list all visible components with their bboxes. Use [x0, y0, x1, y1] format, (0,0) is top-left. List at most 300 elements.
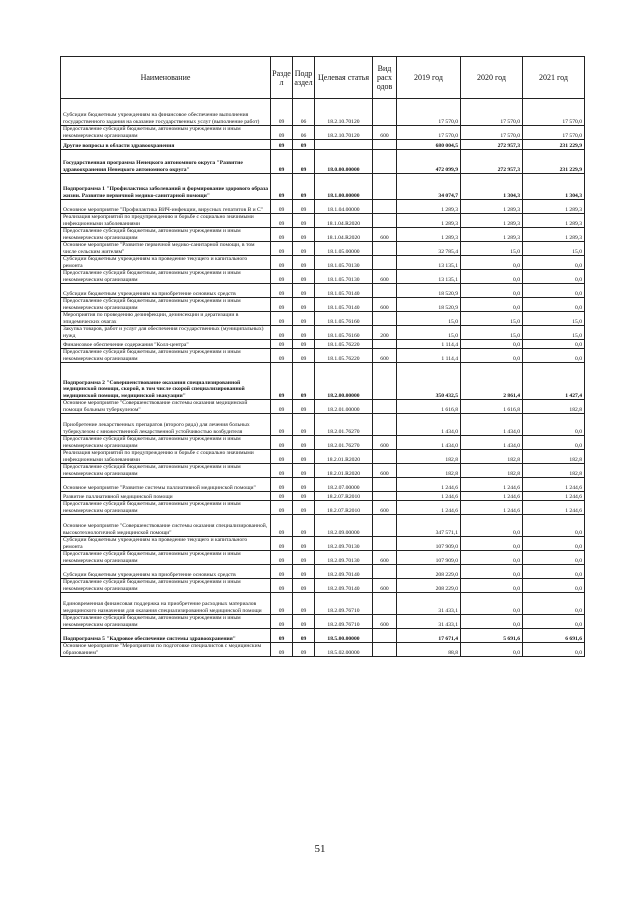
row-name: Мероприятия по проведению дезинфекции, дезинсекции и дератизации в эпидемических очагах: [61, 312, 271, 326]
row-target: 18.1.04.R2020: [315, 228, 373, 242]
row-name: Реализация мероприятий по предупреждению и борьбе с социально значимыми инфекционными заболеваниями: [61, 214, 271, 228]
row-name: Финансовое обеспечение содержания "Колл-центра": [61, 340, 271, 349]
row-2019: 472 099,9: [397, 150, 461, 174]
table-row: [61, 126, 585, 140]
row-2020: 0,0: [461, 349, 523, 363]
row-2019: 1 289,3: [397, 214, 461, 228]
row-name: Основное мероприятие "Профилактика ВИЧ-инфекции, вирусных гепатитов В и С": [61, 200, 271, 214]
row-2021: 17 570,0: [523, 126, 585, 140]
row-2021: 6 691,6: [523, 629, 585, 643]
row-vid: [373, 400, 397, 414]
row-2021: 15,0: [523, 312, 585, 326]
row-name: Основное мероприятие "Совершенствование системы оказания специализированной, высокотехнологичной медицинской помощи": [61, 515, 271, 537]
row-target: 18.1.05.76160: [315, 326, 373, 340]
row-target: 18.1.05.70130: [315, 270, 373, 284]
row-2019: 1 114,4: [397, 349, 461, 363]
row-2020: 1 434,0: [461, 414, 523, 436]
row-name: Предоставление субсидий бюджетным, автономным учреждениям и иным некоммерческим организациям: [61, 228, 271, 242]
row-vid: [373, 284, 397, 298]
row-name: Подпрограмма 2 "Совершенствование оказания специализированной медицинской помощи, скорой, в том числе скорой специализированной медицинской помощи, медицинской эвакуации": [61, 363, 271, 400]
budget-table-sheet: [60, 56, 584, 657]
row-2021: 15,0: [523, 242, 585, 256]
table-row: [61, 579, 585, 593]
row-vid: [373, 256, 397, 270]
row-name: Закупка товаров, работ и услуг для обеспечения государственных (муниципальных) нужд: [61, 326, 271, 340]
row-2019: 13 135,1: [397, 256, 461, 270]
row-2020: 0,0: [461, 615, 523, 629]
header-target: Целевая статья: [315, 57, 373, 99]
table-row: [61, 629, 585, 643]
row-podrazdel: 09: [293, 579, 315, 593]
row-razdel: 09: [271, 298, 293, 312]
row-name: Единовременная финансовая поддержка на приобретение расходных материалов медицинского назначения для оказания специализированной медицинской помощи: [61, 593, 271, 615]
row-2021: 231 229,9: [523, 150, 585, 174]
row-podrazdel: 09: [293, 150, 315, 174]
row-2020: 1 244,6: [461, 501, 523, 515]
row-vid: [373, 242, 397, 256]
row-2020: 1 304,3: [461, 174, 523, 200]
row-target: 18.1.05.70140: [315, 284, 373, 298]
row-vid: [373, 214, 397, 228]
row-podrazdel: 09: [293, 174, 315, 200]
row-name: Предоставление субсидий бюджетным, автономным учреждениям и иным некоммерческим организациям: [61, 298, 271, 312]
row-2020: 0,0: [461, 298, 523, 312]
table-row: [61, 593, 585, 615]
row-name: Основное мероприятие "Мероприятия по подготовке специалистов с медицинским образованием": [61, 643, 271, 657]
row-podrazdel: 09: [293, 450, 315, 464]
row-2021: 0,0: [523, 579, 585, 593]
row-razdel: 09: [271, 464, 293, 478]
row-podrazdel: 09: [293, 615, 315, 629]
row-target: 18.2.07.R2010: [315, 492, 373, 501]
row-razdel: 09: [271, 214, 293, 228]
row-name: Предоставление субсидий бюджетным, автономным учреждениям и иным некоммерческим организациям: [61, 126, 271, 140]
row-2020: 5 691,6: [461, 629, 523, 643]
row-razdel: 09: [271, 340, 293, 349]
row-vid: [373, 363, 397, 400]
table-row: [61, 537, 585, 551]
row-razdel: 09: [271, 126, 293, 140]
table-row: [61, 242, 585, 256]
row-target: 18.2.00.00000: [315, 363, 373, 400]
row-2019: 15,0: [397, 312, 461, 326]
row-podrazdel: 09: [293, 242, 315, 256]
row-name: Основное мероприятие "Совершенствование системы оказания медицинской помощи больным туберкулезом": [61, 400, 271, 414]
row-target: 18.2.01.00000: [315, 400, 373, 414]
row-razdel: 09: [271, 200, 293, 214]
header-2021: 2021 год: [523, 57, 585, 99]
row-target: 18.1.04.R2020: [315, 214, 373, 228]
row-podrazdel: 09: [293, 643, 315, 657]
table-row: [61, 615, 585, 629]
row-razdel: 09: [271, 256, 293, 270]
row-2021: 231 229,9: [523, 140, 585, 150]
row-razdel: 09: [271, 615, 293, 629]
row-2021: 1 289,3: [523, 200, 585, 214]
row-2019: 13 135,1: [397, 270, 461, 284]
row-2020: 15,0: [461, 242, 523, 256]
row-vid: 600: [373, 270, 397, 284]
row-razdel: 09: [271, 270, 293, 284]
row-name: Предоставление субсидий бюджетным, автономным учреждениям и иным некоммерческим организациям: [61, 270, 271, 284]
row-razdel: 09: [271, 140, 293, 150]
row-2019: 31 433,1: [397, 593, 461, 615]
table-row: [61, 478, 585, 492]
row-2019: 107 909,0: [397, 537, 461, 551]
row-target: 18.2.01.R2020: [315, 464, 373, 478]
row-vid: [373, 478, 397, 492]
row-2019: 32 785,4: [397, 242, 461, 256]
row-vid: [373, 537, 397, 551]
row-2020: 0,0: [461, 270, 523, 284]
row-2019: 1 244,6: [397, 501, 461, 515]
row-2021: 0,0: [523, 436, 585, 450]
row-2019: 107 909,0: [397, 551, 461, 565]
table-row: [61, 298, 585, 312]
budget-table: [60, 56, 585, 657]
row-target: 18.2.10.70120: [315, 126, 373, 140]
row-vid: [373, 99, 397, 126]
row-razdel: 09: [271, 349, 293, 363]
row-2021: 0,0: [523, 537, 585, 551]
row-name: Предоставление субсидий бюджетным, автономным учреждениям и иным некоммерческим организациям: [61, 551, 271, 565]
row-2020: 272 957,3: [461, 140, 523, 150]
table-row: [61, 200, 585, 214]
row-vid: [373, 565, 397, 579]
row-target: 18.2.09.70140: [315, 579, 373, 593]
row-target: [315, 140, 373, 150]
row-2020: 17 570,0: [461, 99, 523, 126]
row-2019: 1 434,0: [397, 414, 461, 436]
row-target: 18.2.09.70140: [315, 565, 373, 579]
row-vid: [373, 643, 397, 657]
table-row: [61, 400, 585, 414]
row-razdel: 09: [271, 150, 293, 174]
row-2021: 1 304,3: [523, 174, 585, 200]
row-podrazdel: 09: [293, 298, 315, 312]
row-vid: 600: [373, 126, 397, 140]
row-2021: 182,8: [523, 450, 585, 464]
row-razdel: 09: [271, 400, 293, 414]
row-2021: 0,0: [523, 270, 585, 284]
row-podrazdel: 09: [293, 492, 315, 501]
row-podrazdel: 09: [293, 312, 315, 326]
row-target: 18.1.05.70140: [315, 298, 373, 312]
table-row: [61, 450, 585, 464]
row-target: 18.1.04.00000: [315, 200, 373, 214]
table-row: [61, 284, 585, 298]
row-podrazdel: 09: [293, 565, 315, 579]
row-razdel: 09: [271, 565, 293, 579]
row-2019: 208 229,0: [397, 565, 461, 579]
table-row: [61, 414, 585, 436]
row-2020: 0,0: [461, 565, 523, 579]
row-2020: 182,8: [461, 464, 523, 478]
row-2020: 15,0: [461, 326, 523, 340]
row-podrazdel: 09: [293, 464, 315, 478]
row-name: Подпрограмма 1 "Профилактика заболеваний и формирование здорового образа жизни. Развитие первичной медико-санитарной помощи": [61, 174, 271, 200]
row-target: 18.1.00.00000: [315, 174, 373, 200]
row-2019: 1 434,0: [397, 436, 461, 450]
row-razdel: 09: [271, 593, 293, 615]
row-razdel: 09: [271, 501, 293, 515]
row-razdel: 09: [271, 643, 293, 657]
row-razdel: 09: [271, 312, 293, 326]
row-name: Субсидии бюджетным учреждениям на приобретение основных средств: [61, 284, 271, 298]
row-2019: 17 671,4: [397, 629, 461, 643]
table-row: [61, 340, 585, 349]
row-2019: 88,8: [397, 643, 461, 657]
table-header-row: [61, 57, 585, 99]
row-2019: 350 432,5: [397, 363, 461, 400]
table-row: [61, 140, 585, 150]
row-podrazdel: 09: [293, 326, 315, 340]
row-podrazdel: 09: [293, 515, 315, 537]
row-vid: 600: [373, 349, 397, 363]
row-2021: 0,0: [523, 551, 585, 565]
table-row: [61, 150, 585, 174]
row-target: 18.5.02.00000: [315, 643, 373, 657]
table-row: [61, 349, 585, 363]
row-2020: 1 289,3: [461, 228, 523, 242]
row-2020: 1 434,0: [461, 436, 523, 450]
row-vid: [373, 593, 397, 615]
row-podrazdel: 09: [293, 256, 315, 270]
row-name: Субсидии бюджетным учреждениям на проведение текущего и капитального ремонта: [61, 256, 271, 270]
row-target: 18.2.01.76270: [315, 414, 373, 436]
row-2021: 17 570,0: [523, 99, 585, 126]
row-name: Предоставление субсидий бюджетным, автономным учреждениям и иным некоммерческим организациям: [61, 436, 271, 450]
row-name: Развитие паллиативной медицинской помощи: [61, 492, 271, 501]
table-row: [61, 565, 585, 579]
row-2021: 0,0: [523, 298, 585, 312]
row-2021: 15,0: [523, 326, 585, 340]
row-2020: 0,0: [461, 537, 523, 551]
row-vid: 600: [373, 615, 397, 629]
row-name: Основное мероприятие "Развитие первичной медико-санитарной помощи, в том числе сельским жителям": [61, 242, 271, 256]
row-name: Предоставление субсидий бюджетным, автономным учреждениям и иным некоммерческим организациям: [61, 349, 271, 363]
header-razdel: Разде л: [271, 57, 293, 99]
table-row: [61, 436, 585, 450]
row-podrazdel: 09: [293, 363, 315, 400]
table-row: [61, 214, 585, 228]
row-2020: 0,0: [461, 643, 523, 657]
row-podrazdel: 09: [293, 501, 315, 515]
row-target: 18.2.10.70120: [315, 99, 373, 126]
row-2020: 1 244,6: [461, 492, 523, 501]
table-row: [61, 326, 585, 340]
row-razdel: 09: [271, 492, 293, 501]
row-podrazdel: 09: [293, 400, 315, 414]
row-target: 18.2.09.00000: [315, 515, 373, 537]
row-2020: 17 570,0: [461, 126, 523, 140]
row-razdel: 09: [271, 515, 293, 537]
row-2019: 1 289,3: [397, 228, 461, 242]
row-razdel: 09: [271, 284, 293, 298]
row-target: 18.0.00.00000: [315, 150, 373, 174]
row-razdel: 09: [271, 363, 293, 400]
row-2021: 0,0: [523, 256, 585, 270]
row-vid: 200: [373, 326, 397, 340]
table-row: [61, 501, 585, 515]
header-podrazdel: Подр аздел: [293, 57, 315, 99]
row-name: Субсидии бюджетным учреждениям на проведение текущего и капитального ремонта: [61, 537, 271, 551]
row-name: Основное мероприятие "Развитие системы паллиативной медицинской помощи": [61, 478, 271, 492]
row-razdel: 09: [271, 537, 293, 551]
row-razdel: 09: [271, 450, 293, 464]
row-target: 18.1.05.00000: [315, 242, 373, 256]
header-2019: 2019 год: [397, 57, 461, 99]
row-2020: 0,0: [461, 515, 523, 537]
row-2019: 1 114,4: [397, 340, 461, 349]
row-podrazdel: 09: [293, 340, 315, 349]
row-target: 18.2.07.R2010: [315, 501, 373, 515]
row-vid: [373, 414, 397, 436]
table-row: [61, 312, 585, 326]
table-body: [61, 99, 585, 657]
row-2021: 1 244,6: [523, 501, 585, 515]
row-razdel: 09: [271, 478, 293, 492]
row-name: Приобретение лекарственных препаратов (второго ряда) для лечения больных туберкулезом с множественной лекарственной устойчивостью возбудителя: [61, 414, 271, 436]
row-2019: 17 570,0: [397, 99, 461, 126]
row-razdel: 09: [271, 242, 293, 256]
row-target: 18.2.09.70130: [315, 551, 373, 565]
row-podrazdel: 09: [293, 537, 315, 551]
table-row: [61, 363, 585, 400]
row-vid: [373, 492, 397, 501]
row-name: Субсидии бюджетным учреждениям на финансовое обеспечение выполнения государственного задания на оказание государственных услуг (выполнение работ): [61, 99, 271, 126]
row-razdel: 09: [271, 326, 293, 340]
row-name: Предоставление субсидий бюджетным, автономным учреждениям и иным некоммерческим организациям: [61, 501, 271, 515]
row-2019: 31 433,1: [397, 615, 461, 629]
row-target: 18.5.00.00000: [315, 629, 373, 643]
row-2020: 0,0: [461, 593, 523, 615]
row-2019: 34 074,7: [397, 174, 461, 200]
row-2020: 2 861,4: [461, 363, 523, 400]
row-podrazdel: 09: [293, 214, 315, 228]
page-number: 51: [314, 843, 326, 855]
row-vid: 600: [373, 228, 397, 242]
row-name: Другие вопросы в области здравоохранения: [61, 140, 271, 150]
row-podrazdel: 09: [293, 200, 315, 214]
row-2021: 0,0: [523, 565, 585, 579]
row-vid: [373, 312, 397, 326]
row-podrazdel: 06: [293, 126, 315, 140]
row-vid: [373, 629, 397, 643]
row-name: Государственная программа Ненецкого автономного округа "Развитие здравоохранения Ненецкого автономного округа": [61, 150, 271, 174]
row-podrazdel: 09: [293, 228, 315, 242]
row-target: 18.2.07.00000: [315, 478, 373, 492]
row-vid: [373, 150, 397, 174]
row-2020: 0,0: [461, 579, 523, 593]
table-row: [61, 99, 585, 126]
row-2019: 208 229,0: [397, 579, 461, 593]
row-name: Реализация мероприятий по предупреждению и борьбе с социально значимыми инфекционными заболеваниями: [61, 450, 271, 464]
row-2020: 1 244,6: [461, 478, 523, 492]
row-podrazdel: 09: [293, 414, 315, 436]
row-2021: 182,8: [523, 464, 585, 478]
row-name: Предоставление субсидий бюджетным, автономным учреждениям и иным некоммерческим организациям: [61, 615, 271, 629]
row-vid: [373, 515, 397, 537]
table-row: [61, 515, 585, 537]
row-2021: 0,0: [523, 593, 585, 615]
row-name: Субсидии бюджетным учреждениям на приобретение основных средств: [61, 565, 271, 579]
header-vid: Вид расх одов: [373, 57, 397, 99]
row-vid: [373, 140, 397, 150]
row-2019: 18 520,9: [397, 284, 461, 298]
table-row: [61, 174, 585, 200]
row-razdel: 09: [271, 579, 293, 593]
row-vid: 600: [373, 501, 397, 515]
row-2019: 18 520,9: [397, 298, 461, 312]
row-2021: 0,0: [523, 340, 585, 349]
row-podrazdel: 09: [293, 478, 315, 492]
row-razdel: 09: [271, 414, 293, 436]
row-2021: 0,0: [523, 615, 585, 629]
row-razdel: 09: [271, 629, 293, 643]
table-row: [61, 228, 585, 242]
row-target: 18.2.01.76270: [315, 436, 373, 450]
row-2021: 0,0: [523, 643, 585, 657]
row-2020: 182,8: [461, 450, 523, 464]
row-2020: 0,0: [461, 340, 523, 349]
table-row: [61, 643, 585, 657]
row-2020: 1 289,3: [461, 214, 523, 228]
row-target: 18.1.05.76220: [315, 349, 373, 363]
table-row: [61, 551, 585, 565]
row-2019: 1 244,6: [397, 478, 461, 492]
row-target: 18.1.05.70130: [315, 256, 373, 270]
row-podrazdel: 09: [293, 284, 315, 298]
row-podrazdel: 09: [293, 629, 315, 643]
row-2021: 0,0: [523, 414, 585, 436]
row-2019: 1 616,8: [397, 400, 461, 414]
row-name: Предоставление субсидий бюджетным, автономным учреждениям и иным некоммерческим организациям: [61, 464, 271, 478]
row-vid: [373, 174, 397, 200]
row-vid: 600: [373, 579, 397, 593]
row-razdel: 09: [271, 228, 293, 242]
row-2019: 182,8: [397, 450, 461, 464]
row-podrazdel: 09: [293, 140, 315, 150]
row-2021: 0,0: [523, 284, 585, 298]
row-podrazdel: 09: [293, 551, 315, 565]
row-target: 18.2.09.76710: [315, 615, 373, 629]
row-vid: [373, 450, 397, 464]
row-2019: 347 571,1: [397, 515, 461, 537]
row-2019: 17 570,0: [397, 126, 461, 140]
row-2021: 1 244,6: [523, 492, 585, 501]
row-2021: 1 289,3: [523, 214, 585, 228]
row-vid: [373, 340, 397, 349]
row-podrazdel: 09: [293, 593, 315, 615]
row-2020: 1 616,8: [461, 400, 523, 414]
row-razdel: 09: [271, 99, 293, 126]
row-2021: 0,0: [523, 515, 585, 537]
row-2020: 272 957,3: [461, 150, 523, 174]
header-name: Наименование: [61, 57, 271, 99]
row-2021: 1 427,4: [523, 363, 585, 400]
row-2019: 1 244,6: [397, 492, 461, 501]
row-razdel: 09: [271, 436, 293, 450]
table-row: [61, 464, 585, 478]
row-2020: 0,0: [461, 551, 523, 565]
row-target: 18.2.01.R2020: [315, 450, 373, 464]
row-podrazdel: 09: [293, 349, 315, 363]
row-2021: 182,8: [523, 400, 585, 414]
row-podrazdel: 09: [293, 270, 315, 284]
row-name: Подпрограмма 5 "Кадровое обеспечение системы здравоохранения": [61, 629, 271, 643]
row-target: 18.1.05.76160: [315, 312, 373, 326]
